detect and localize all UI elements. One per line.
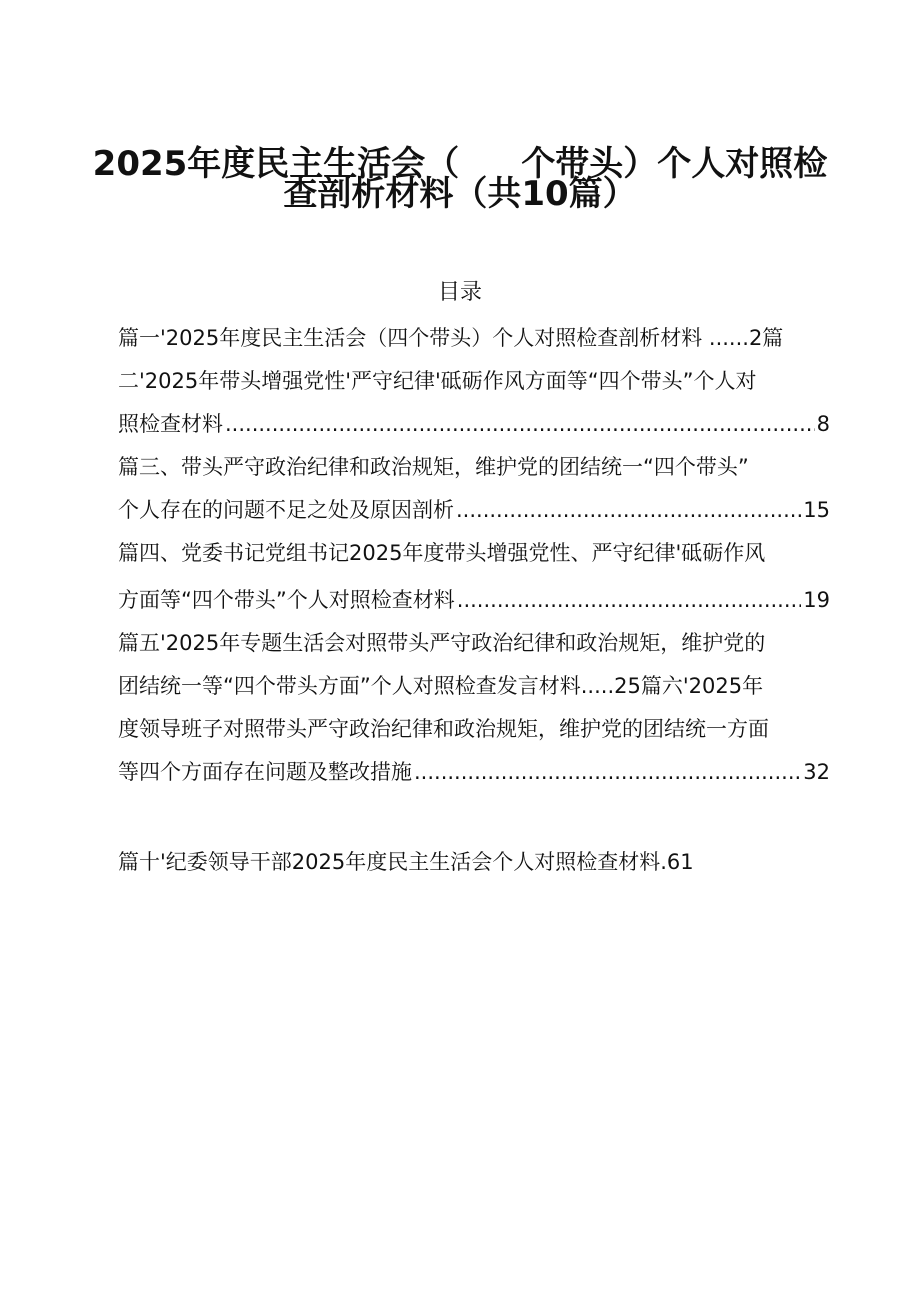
toc-heading: 目录 bbox=[437, 280, 482, 305]
toc-dot-leader bbox=[225, 409, 815, 439]
document-title-line-2: 查剖析材料（共10篇） bbox=[283, 174, 637, 214]
toc-entry-3-last-line bbox=[118, 495, 830, 525]
title-line-1-left: 2025年度民主生活会（ bbox=[92, 144, 460, 184]
toc-line: 照检查材料 bbox=[118, 412, 223, 436]
toc-line: 等四个方面存在问题及整改措施 bbox=[118, 760, 412, 784]
toc-line: 篇五'2025年专题生活会对照带头严守政治纪律和政治规矩，维护党的 bbox=[118, 631, 766, 655]
toc-dot-leader bbox=[457, 585, 802, 615]
toc-page-number: 32 bbox=[803, 760, 830, 784]
toc-line: 方面等“四个带头”个人对照检查材料 bbox=[118, 588, 455, 612]
toc-line: 篇四、党委书记党组书记2025年度带头增强党性、严守纪律'砥砺作风 bbox=[118, 541, 766, 565]
toc-line: 团结统一等“四个带头方面”个人对照检查发言材料.....25篇六'2025年 bbox=[118, 674, 764, 698]
toc-line: 度领导班子对照带头严守政治纪律和政治规矩，维护党的团结统一方面 bbox=[118, 717, 769, 741]
toc-line: 篇十'纪委领导干部2025年度民主生活会个人对照检查材料.61 bbox=[118, 850, 694, 874]
toc-line: 个人存在的问题不足之处及原因剖析 bbox=[118, 498, 454, 522]
title-line-1-right: 个带头）个人对照检 bbox=[521, 144, 828, 184]
toc-page-number: 19 bbox=[803, 588, 830, 612]
toc-page-number: 15 bbox=[803, 498, 830, 522]
toc-line: 篇三、带头严守政治纪律和政治规矩，维护党的团结统一“四个带头” bbox=[118, 455, 749, 479]
toc-dot-leader bbox=[414, 757, 801, 787]
toc-line: 篇一'2025年度民主生活会（四个带头）个人对照检查剖析材料 ......2篇 bbox=[118, 326, 784, 350]
toc-entry-4-last-line bbox=[118, 585, 830, 615]
toc-line: 二'2025年带头增强党性'严守纪律'砥砺作风方面等“四个带头”个人对 bbox=[118, 369, 757, 393]
toc-dot-leader bbox=[456, 495, 801, 525]
toc-entry-6-last-line bbox=[118, 757, 830, 787]
toc-page-number: 8 bbox=[816, 412, 830, 436]
toc-entry-2-last-line bbox=[118, 409, 830, 439]
